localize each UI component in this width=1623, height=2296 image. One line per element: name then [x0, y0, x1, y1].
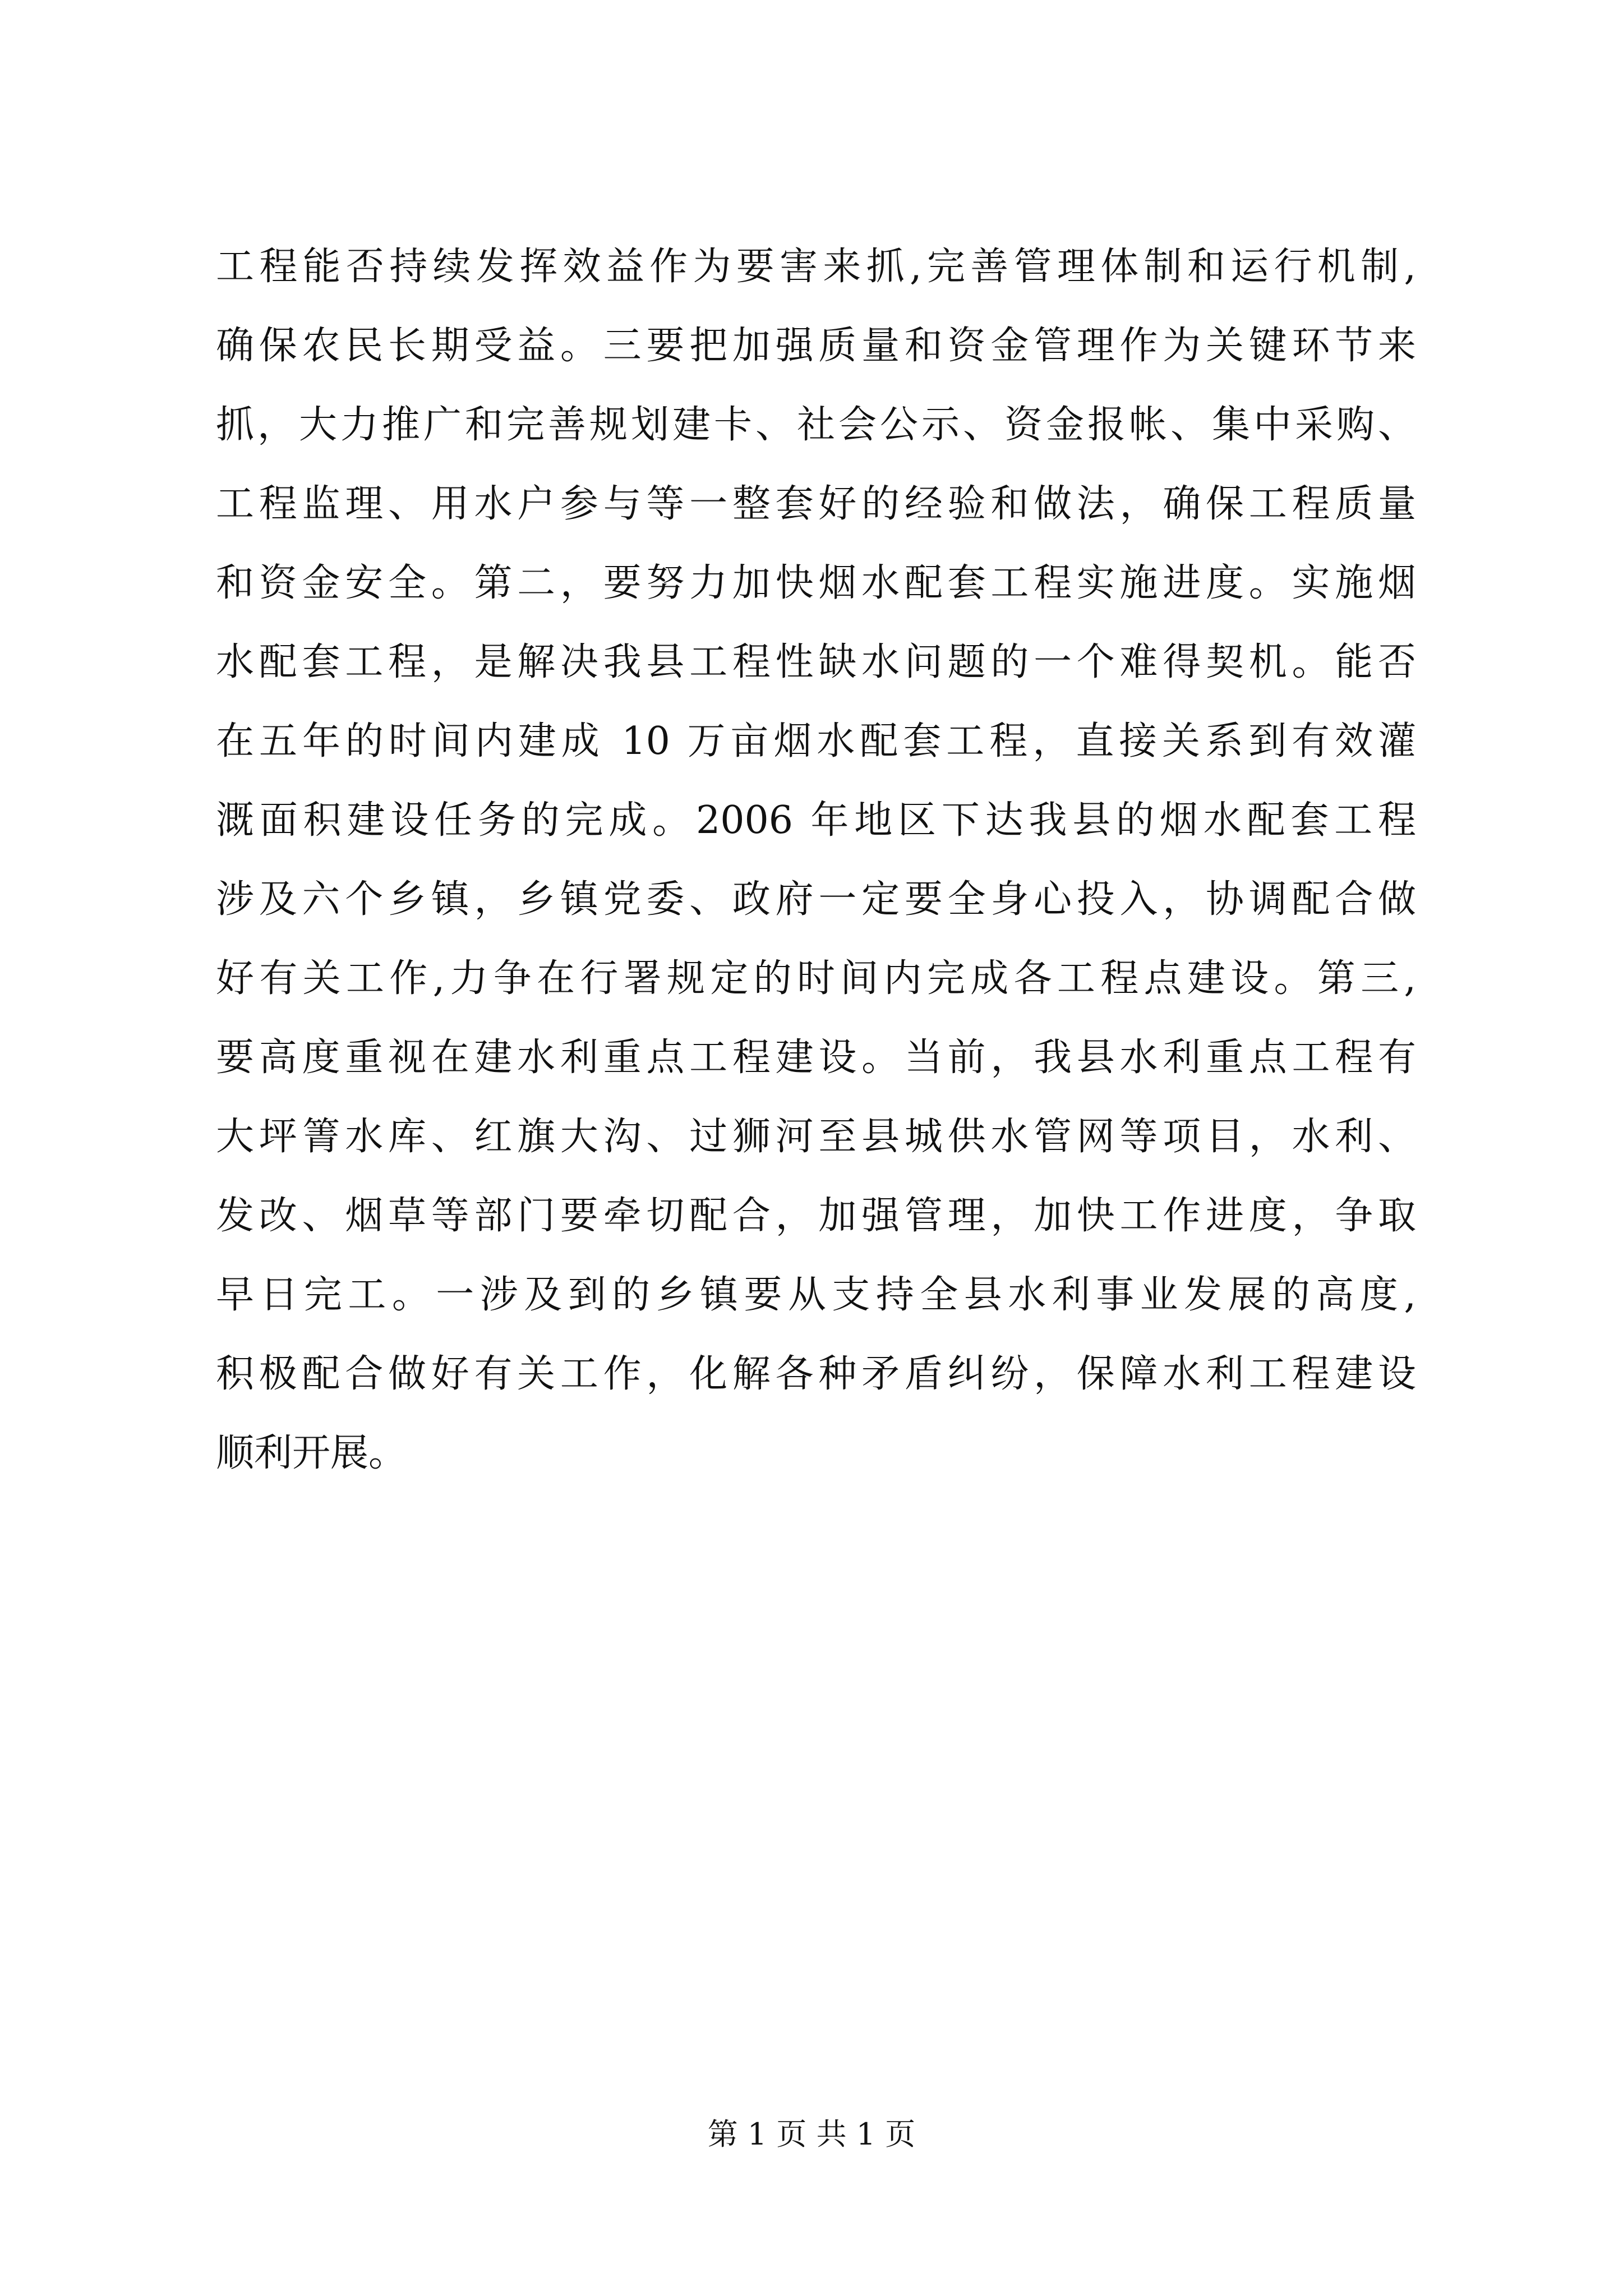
body-paragraph	[216, 227, 1416, 1493]
text-line-2: 确保农民长期受益。三要把加强质量和资金管理作为关键环节来	[216, 324, 1416, 368]
text-line-13: 发改、烟草等部门要牵切配合，加强管理，加快工作进度，争取	[216, 1194, 1416, 1238]
text-line-9: 涉及六个乡镇，乡镇党委、政府一定要全身心投入，协调配合做	[216, 877, 1416, 922]
text-line-3: 抓，大力推广和完善规划建卡、社会公示、资金报帐、集中采购、	[216, 403, 1416, 447]
page-number-label: 第 1 页 共 1 页	[707, 2116, 916, 2152]
text-line-12: 大坪箐水库、红旗大沟、过狮河至县城供水管网等项目，水利、	[216, 1115, 1416, 1159]
text-line-16: 顺利开展。	[216, 1431, 407, 1475]
text-line-8: 溉面积建设任务的完成。2006 年地区下达我县的烟水配套工程	[216, 798, 1416, 843]
text-line-11: 要高度重视在建水利重点工程建设。当前，我县水利重点工程有	[216, 1036, 1416, 1080]
text-line-7: 在五年的时间内建成 10 万亩烟水配套工程，直接关系到有效灌	[216, 719, 1416, 763]
text-line-5: 和资金安全。第二，要努力加快烟水配套工程实施进度。实施烟	[216, 561, 1416, 605]
text-line-10: 好有关工作,力争在行署规定的时间内完成各工程点建设。第三,	[216, 956, 1416, 1001]
text-line-6: 水配套工程，是解决我县工程性缺水问题的一个难得契机。能否	[216, 640, 1416, 684]
page-footer	[0, 2115, 1623, 2154]
text-line-14: 早日完工。一涉及到的乡镇要从支持全县水利事业发展的高度,	[216, 1273, 1416, 1317]
text-line-4: 工程监理、用水户参与等一整套好的经验和做法，确保工程质量	[216, 482, 1416, 526]
text-line-1: 工程能否持续发挥效益作为要害来抓,完善管理体制和运行机制,	[216, 245, 1416, 289]
text-line-15: 积极配合做好有关工作，化解各种矛盾纠纷，保障水利工程建设	[216, 1352, 1416, 1396]
